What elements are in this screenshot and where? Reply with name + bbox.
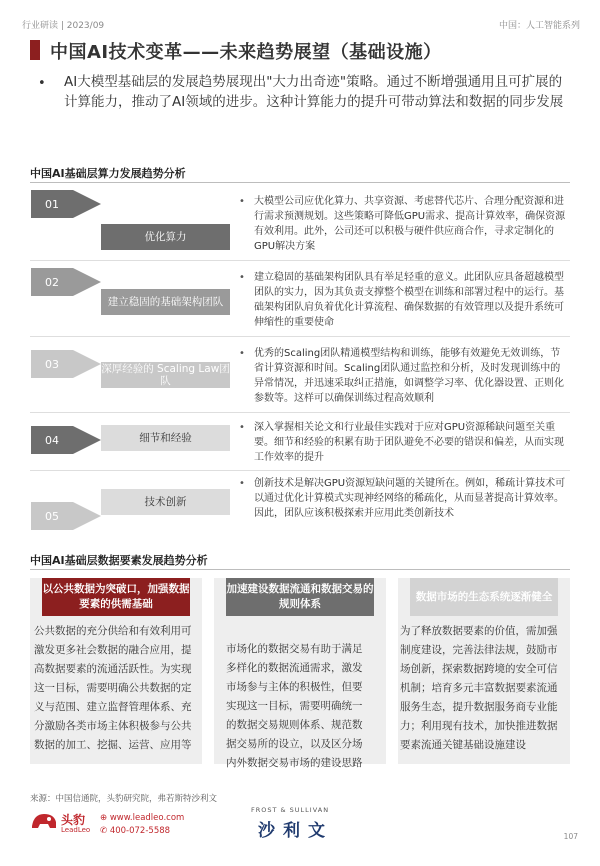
- row-bullet: •: [239, 348, 245, 359]
- row-bullet: •: [239, 196, 245, 207]
- source-note: 来源：中国信通院，头豹研究院，弗若斯特沙利文: [30, 794, 218, 804]
- row-description: 建立稳固的基础架构团队具有举足轻重的意义。此团队应具备超越模型团队的实力，因为其负责支撑整个模型在训练和部署过程中的运行。基础架构团队肩负着优化计算流程、确保数据的有效管理以及提升系统可伸缩性的重要使命: [254, 272, 564, 328]
- website-link[interactable]: ⊕ www.leadleo.com: [100, 813, 185, 823]
- column-heading: 数据市场的生态系统逐渐健全: [410, 578, 558, 616]
- column-text: 公共数据的充分供给和有效利用可 激发更多社会数据的融合应用，提 高数据要素的流通活跃性。为实现 这一目标，需要明确公共数据的定 义与范围、建立监督管理体系、充 分激励各类市场主体积极参与公共 数据的加工、挖掘、运营、应用等: [34, 625, 192, 751]
- row-bullet: •: [239, 272, 245, 283]
- page-number: 107: [563, 832, 578, 841]
- row-divider: [30, 260, 570, 261]
- section-divider: [30, 182, 570, 183]
- section-title-data: 中国AI基础层数据要素发展趋势分析: [30, 554, 208, 567]
- row-arrow: [73, 350, 101, 378]
- section-title-compute: 中国AI基础层算力发展趋势分析: [30, 167, 186, 180]
- frost-sullivan-logo-en: FROST & SULLIVAN: [251, 806, 330, 814]
- row-divider: [30, 336, 570, 337]
- page-title: 中国AI技术变革——未来趋势展望（基础设施）: [50, 42, 442, 63]
- row-label: 细节和经验: [101, 425, 230, 451]
- row-number: 04: [31, 426, 73, 454]
- intro-bullet: •: [38, 76, 46, 91]
- row-arrow: [73, 502, 101, 530]
- column-heading: 加速建设数据流通和数据交易的规则体系: [226, 578, 374, 616]
- intro-text: AI大模型基础层的发展趋势展现出"大力出奇迹"策略。通过不断增强通用且可扩展的计算能力，推动了AI领域的进步。这种计算能力的提升可带动算法和数据的同步发展: [64, 74, 564, 110]
- row-divider: [30, 470, 570, 471]
- row-bullet: •: [239, 478, 245, 489]
- column-text: 市场化的数据交易有助于满足 多样化的数据流通需求，激发 市场参与主体的积极性，但要 实现这一目标，需要明确统一 的数据交易规则体系、规范数 据交易所的设立，以及区分场 内外数据交易市场的建设思路: [226, 643, 363, 769]
- row-description: 优秀的Scaling团队精通模型结构和训练，能够有效避免无效训练，节省计算资源和时间。Scaling团队通过监控和分析，及时发现训练中的异常情况，并迅速采取纠正措施，如调整学习率、优化器设置、正则化参数等。这样可以确保训练过程高效顺利: [254, 348, 564, 404]
- row-bullet: •: [239, 422, 245, 433]
- row-arrow: [73, 426, 101, 454]
- leadleo-logo-icon: [30, 810, 58, 832]
- row-arrow: [73, 268, 101, 296]
- row-label: 技术创新: [101, 489, 230, 515]
- row-description: 创新技术是解决GPU资源短缺问题的关键所在。例如，稀疏计算技术可以通过优化计算模式实现神经网络的稀疏化，从而显著提高计算效率。因此，团队应该积极探索并应用此类创新技术: [254, 478, 566, 519]
- row-number: 02: [31, 268, 73, 296]
- row-description: 大模型公司应优化算力、共享资源、考虑替代芯片、合理分配资源和进行需求预测规划。这些策略可降低GPU需求、提高计算效率，确保资源有效利用。此外，公司还可以积极与硬件供应商合作，寻求定制化的GPU解决方案: [254, 196, 566, 252]
- row-number: 05: [31, 502, 73, 530]
- row-arrow: [73, 190, 101, 218]
- header-report-type: 行业研读 | 2023/09: [22, 21, 105, 31]
- title-accent-bar: [30, 40, 40, 60]
- row-label: 优化算力: [101, 224, 230, 250]
- row-number: 01: [31, 190, 73, 218]
- row-divider: [30, 412, 570, 413]
- frost-sullivan-logo-cn: 沙利文: [258, 821, 333, 841]
- row-number: 03: [31, 350, 73, 378]
- row-label: 深厚经验的 Scaling Law团队: [101, 363, 230, 387]
- leadleo-logo-en: LeadLeo: [61, 826, 91, 834]
- column-text: 为了释放数据要素的价值，需加强 制度建设，完善法律法规，鼓励市 场创新，探索数据跨境的安全可信 机制；培育多元丰富数据要素流通 服务生态，提升数据服务商专业能 力；利用现有技术，加快推进数据 要素流通关键基础设施建设: [400, 625, 558, 751]
- leadleo-logo-text: 头豹: [61, 813, 86, 827]
- row-description: 深入掌握相关论文和行业最佳实践对于应对GPU资源稀缺问题至关重要。细节和经验的积累有助于团队避免不必要的错误和偏差，从而实现工作效率的提升: [254, 422, 564, 463]
- phone-number: ✆ 400-072-5588: [100, 826, 171, 836]
- header-series: 中国：人工智能系列: [498, 21, 580, 31]
- globe-icon: ⊕: [100, 813, 108, 823]
- column-heading: 以公共数据为突破口，加强数据要素的供需基础: [42, 578, 190, 616]
- phone-icon: ✆: [100, 826, 108, 836]
- section-divider: [30, 569, 570, 570]
- row-label: 建立稳固的基础架构团队: [101, 289, 230, 315]
